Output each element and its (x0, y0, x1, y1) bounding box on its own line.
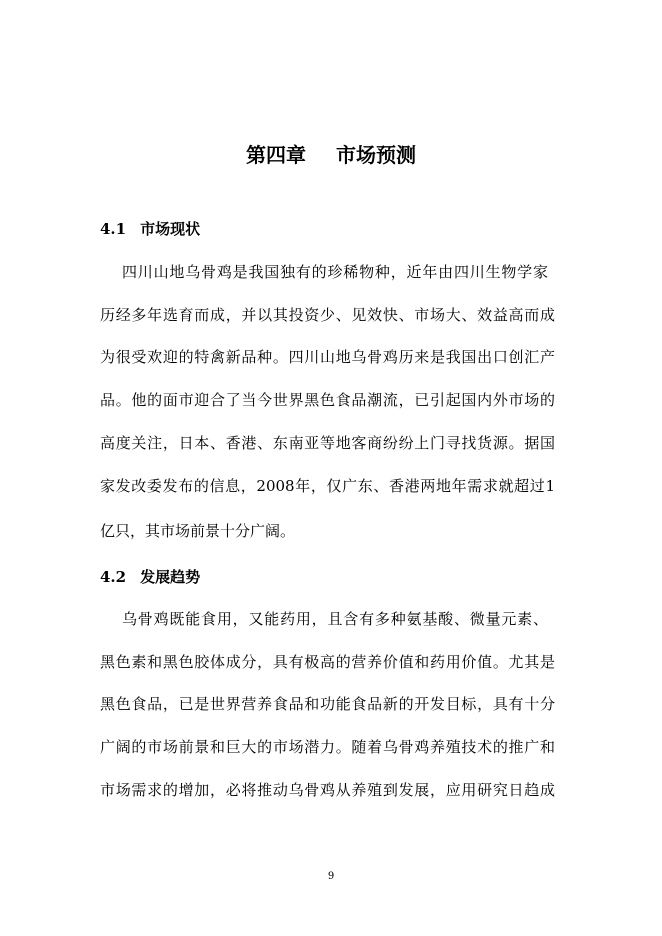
chapter-title (0, 142, 662, 168)
page-number: 9 (327, 871, 335, 882)
section-heading-4-2 (100, 567, 200, 587)
section-number: 4.2 (100, 568, 127, 586)
paragraph-line: 市场需求的增加，必将推动乌骨鸡从养殖到发展，应用研究日趋成 (100, 781, 555, 799)
paragraph-line: 亿只，其市场前景十分广阔。 (100, 522, 296, 540)
paragraph-line: 历经多年选育而成，并以其投资少、见效快、市场大、效益高而成 (100, 306, 555, 324)
paragraph-line: 家发改委发布的信息，2008年，仅广东、香港两地年需求就超过1 (100, 477, 555, 495)
paragraph-line: 广阔的市场前景和巨大的市场潜力。随着乌骨鸡养殖技术的推广和 (100, 738, 555, 756)
section-number: 4.1 (100, 220, 127, 238)
paragraph-line: 为很受欢迎的特禽新品种。四川山地乌骨鸡历来是我国出口创汇产 (100, 348, 555, 366)
section-heading-4-1 (100, 219, 200, 239)
chapter-label: 第四章 (246, 143, 306, 167)
paragraph-line: 乌骨鸡既能食用，又能药用，且含有多种氨基酸、微量元素、 (122, 610, 548, 628)
paragraph-line: 四川山地乌骨鸡是我国独有的珍稀物种，近年由四川生物学家 (122, 263, 548, 281)
paragraph-line: 黑色素和黑色胶体成分，具有极高的营养价值和药用价值。尤其是 (100, 653, 555, 671)
section-title: 发展趋势 (140, 568, 201, 586)
paragraph-line: 品。他的面市迎合了当今世界黑色食品潮流，已引起国内外市场的 (100, 391, 555, 409)
paragraph-line: 高度关注，日本、香港、东南亚等地客商纷纷上门寻找货源。据国 (100, 434, 555, 452)
chapter-name: 市场预测 (336, 143, 416, 167)
paragraph-line: 黑色食品，已是世界营养食品和功能食品新的开发目标，具有十分 (100, 695, 555, 713)
section-title: 市场现状 (140, 220, 201, 238)
